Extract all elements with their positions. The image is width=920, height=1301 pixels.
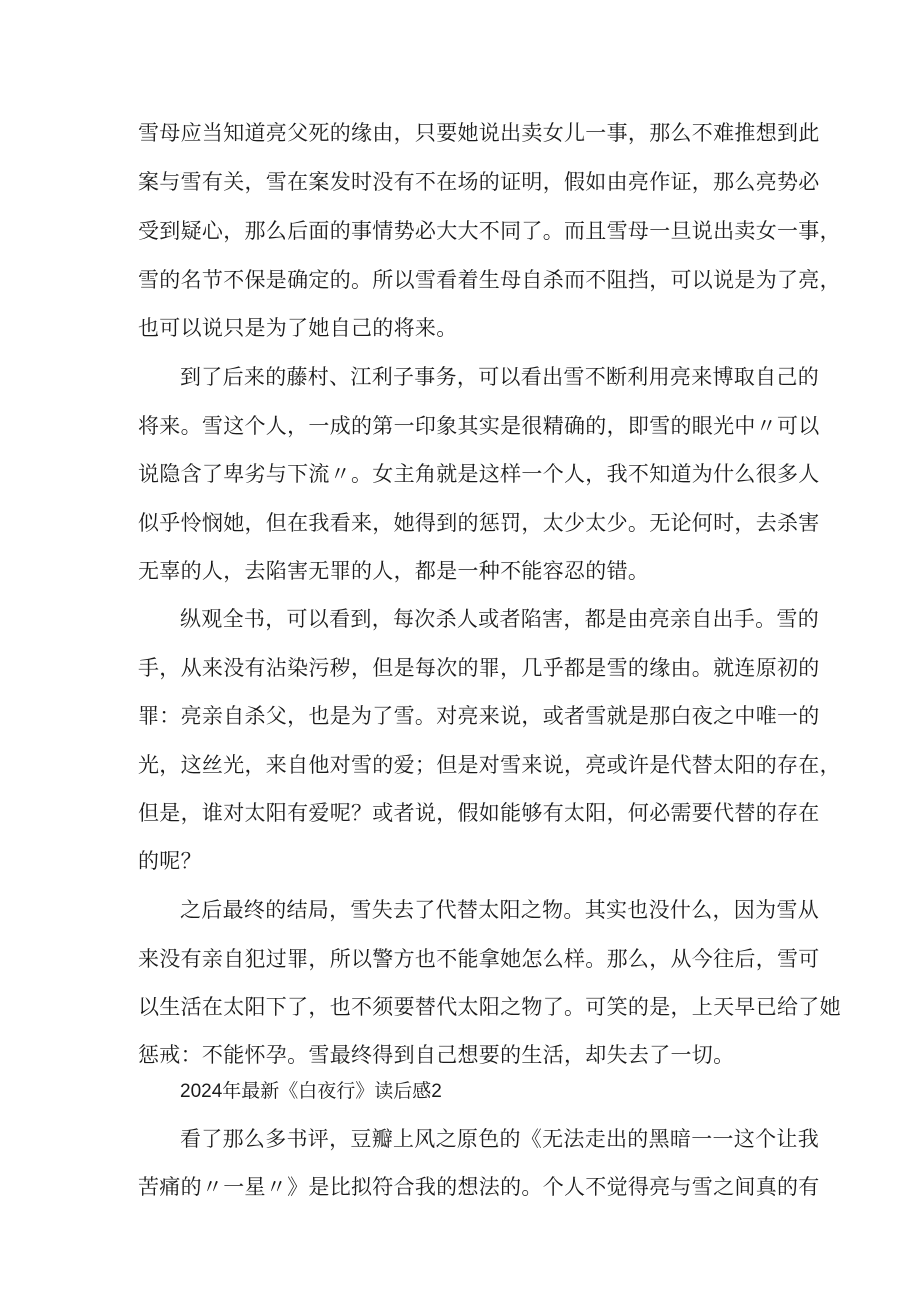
text-line: 纵观全书，可以看到，每次杀人或者陷害，都是由亮亲自出手。雪的	[180, 607, 819, 631]
text-line: 苦痛的〃一星〃》是比拟符合我的想法的。个人不觉得亮与雪之间真的有	[138, 1175, 820, 1199]
text-line: 罪：亮亲自杀父，也是为了雪。对亮来说，或者雪就是那白夜之中唯一的	[138, 704, 820, 728]
text-line: 无辜的人，去陷害无罪的人，都是一种不能容忍的错。	[138, 559, 650, 583]
text-line: 光，这丝光，来自他对雪的爱；但是对雪来说，亮或许是代替太阳的存在，	[138, 753, 841, 777]
section-heading: 2024年最新《白夜行》读后感2	[180, 1081, 442, 1102]
text-line: 雪母应当知道亮父死的缘由，只要她说出卖女儿一事，那么不难推想到此	[138, 121, 820, 145]
text-line: 将来。雪这个人，一成的第一印象其实是很精确的，即雪的眼光中〃可以	[138, 414, 820, 438]
text-line: 之后最终的结局，雪失去了代替太阳之物。其实也没什么，因为雪从	[180, 898, 819, 922]
text-line: 惩戒：不能怀孕。雪最终得到自己想要的生活，却失去了一切。	[138, 1043, 735, 1067]
text-line: 但是，谁对太阳有爱呢？或者说，假如能够有太阳，何必需要代替的存在	[138, 801, 820, 825]
text-line: 的呢？	[138, 849, 202, 873]
text-line: 似乎怜悯她，但在我看来，她得到的惩罚，太少太少。无论何时，去杀害	[138, 511, 820, 535]
text-line: 也可以说只是为了她自己的将来。	[138, 316, 458, 340]
text-line: 以生活在太阳下了，也不须要替代太阳之物了。可笑的是，上天早已给了她	[138, 995, 841, 1019]
text-line: 雪的名节不保是确定的。所以雪看着生母自杀而不阻挡，可以说是为了亮，	[138, 268, 841, 292]
text-line: 看了那么多书评，豆瓣上风之原色的《无法走出的黑暗一一这个让我	[180, 1127, 819, 1151]
text-line: 说隐含了卑劣与下流〃。女主角就是这样一个人，我不知道为什么很多人	[138, 462, 820, 486]
text-line: 受到疑心，那么后面的事情势必大大不同了。而且雪母一旦说出卖女一事，	[138, 219, 841, 243]
text-line: 来没有亲自犯过罪，所以警方也不能拿她怎么样。那么，从今往后，雪可	[138, 947, 820, 971]
text-line: 手，从来没有沾染污秽，但是每次的罪，几乎都是雪的缘由。就连原初的	[138, 656, 820, 680]
text-line: 案与雪有关，雪在案发时没有不在场的证明，假如由亮作证，那么亮势必	[138, 170, 820, 194]
text-line: 到了后来的藤村、江利子事务，可以看出雪不断利用亮来博取自己的	[180, 365, 819, 389]
